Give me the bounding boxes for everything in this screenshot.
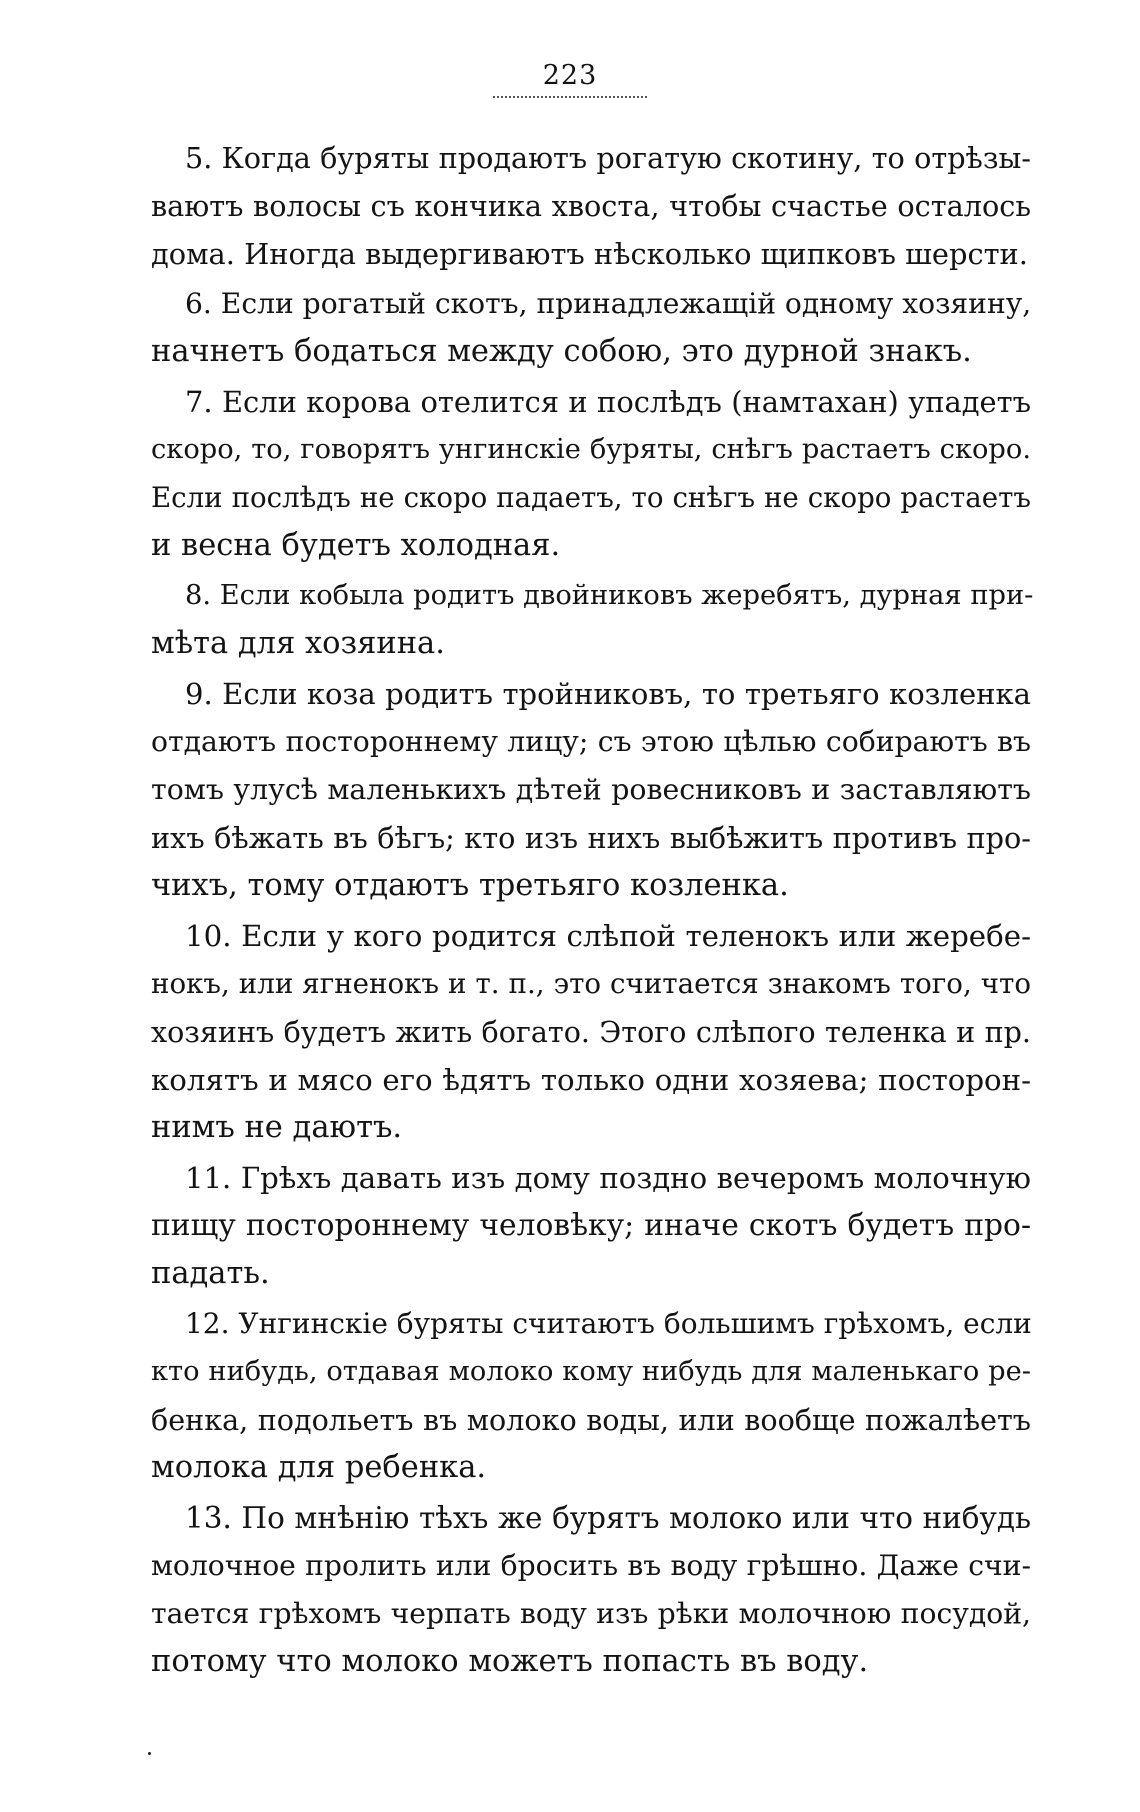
text-line: чихъ, тому отдаютъ третьяго козленка.: [151, 868, 789, 903]
text-line: пищу постороннему человѣку; иначе скотъ будетъ про-: [151, 1208, 1031, 1243]
paragraph-9: [117, 670, 1031, 910]
text-line: ваютъ волосы съ кончика хвоста, чтобы счастье осталось: [151, 189, 1031, 223]
text-line: потому что молоко можетъ попасть въ воду.: [151, 1644, 869, 1679]
paragraph-8: [117, 572, 1034, 668]
paragraph-11: [117, 1154, 1031, 1298]
text-line: и весна будетъ холодная.: [151, 528, 561, 563]
text-line: 9. Если коза родитъ тройниковъ, то третьяго козленка: [185, 677, 1031, 711]
text-line: 13. По мнѣнію тѣхъ же бурятъ молоко или что нибудь: [185, 1501, 1031, 1535]
paragraph-10: [117, 912, 1031, 1152]
text-line: тается грѣхомъ черпать воду изъ рѣки молочною посудой,: [151, 1597, 1031, 1630]
paragraph-13: [117, 1494, 1031, 1686]
text-line: 8. Если кобыла родитъ двойниковъ жеребятъ, дурная при-: [185, 580, 1034, 611]
text-line: начнетъ бодаться между собою, это дурной знакъ.: [151, 334, 972, 369]
text-line: мѣта для хозяина.: [151, 626, 445, 661]
text-line: 12. Унгинскіе буряты считаютъ большимъ грѣхомъ, если: [185, 1307, 1032, 1340]
paragraph-12: [117, 1300, 1031, 1492]
text-line: колятъ и мясо его ѣдятъ только одни хозяева; посторон-: [151, 1063, 1031, 1097]
text-line: 7. Если корова отелится и послѣдъ (намтахан) упадетъ: [185, 385, 1031, 419]
text-line: нимъ не даютъ.: [151, 1110, 403, 1145]
body-text: [117, 134, 1034, 1688]
page-number-rule: [493, 96, 647, 98]
text-line: 5. Когда буряты продаютъ рогатую скотину, то отрѣзы-: [185, 141, 1031, 175]
text-line: 10. Если у кого родится слѣпой теленокъ или жеребе-: [185, 919, 1031, 953]
text-line: 11. Грѣхъ давать изъ дому поздно вечеромъ молочную: [185, 1161, 1031, 1195]
scan-speck: [148, 1752, 151, 1755]
paragraph-7: [117, 378, 1031, 570]
text-line: ихъ бѣжать въ бѣгъ; кто изъ нихъ выбѣжитъ противъ про-: [151, 821, 1031, 855]
text-line: нокъ, или ягненокъ и т. п., это считается знакомъ того, что: [151, 967, 1031, 1000]
text-line: молока для ребенка.: [151, 1450, 487, 1485]
text-line: 6. Если рогатый скотъ, принадлежащій одному хозяину,: [185, 287, 1032, 320]
text-line: томъ улусѣ маленькихъ дѣтей ровесниковъ и заставляютъ: [151, 773, 1031, 806]
text-line: Если послѣдъ не скоро падаетъ, то снѣгъ не скоро растаетъ: [151, 481, 1031, 514]
paragraph-5: [117, 134, 1031, 278]
text-line: дома. Иногда выдергиваютъ нѣсколько щипковъ шерсти.: [151, 237, 1028, 271]
text-line: бенка, подольетъ въ молоко воды, или вообще пожалѣетъ: [151, 1403, 1031, 1437]
text-line: хозяинъ будетъ жить богато. Этого слѣпого теленка и пр.: [151, 1015, 1031, 1049]
text-line: молочное пролить или бросить въ воду грѣшно. Даже счи-: [151, 1549, 1031, 1582]
text-line: кто нибудь, отдавая молоко кому нибудь для маленькаго ре-: [151, 1356, 1031, 1387]
text-line: отдаютъ постороннему лицу; съ этою цѣлью собираютъ въ: [151, 725, 1031, 758]
paragraph-6: [117, 280, 1031, 376]
text-line: скоро, то, говорятъ унгинскіе буряты, снѣгъ растаетъ скоро.: [151, 434, 1031, 465]
page-number: 223: [542, 60, 598, 91]
text-line: падать.: [151, 1256, 270, 1291]
